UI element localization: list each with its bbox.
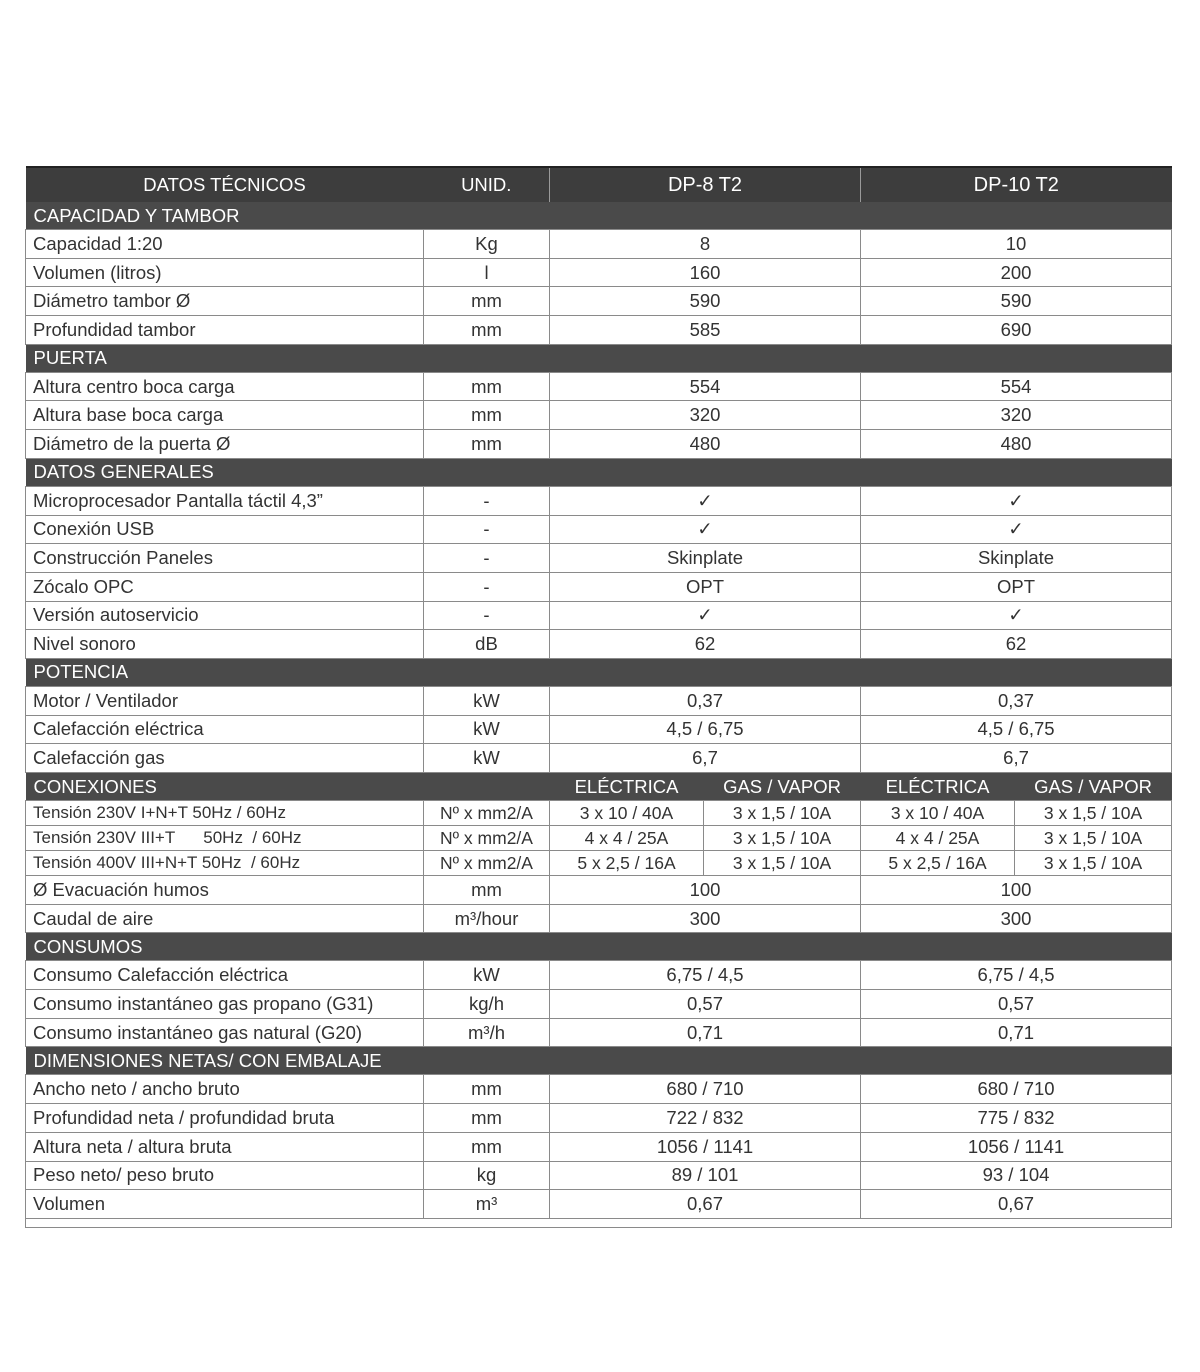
section-row (26, 933, 1172, 961)
row-value-a: 0,57 (550, 990, 861, 1019)
section-row (26, 1047, 1172, 1075)
row-value-a: 6,75 / 4,5 (550, 961, 861, 990)
row-label: Volumen (litros) (26, 258, 424, 287)
row-unit: mm (424, 287, 550, 316)
row-label: Ancho neto / ancho bruto (26, 1075, 424, 1104)
row-value-b: OPT (861, 572, 1172, 601)
section-generales: DATOS GENERALES (26, 458, 1172, 486)
table-row (26, 486, 1172, 515)
row-value-a: 8 (550, 230, 861, 259)
check-icon: ✓ (861, 601, 1172, 630)
row-value-b: 200 (861, 258, 1172, 287)
row-value-b: 554 (861, 372, 1172, 401)
table-row (26, 430, 1172, 459)
row-label: Diámetro de la puerta Ø (26, 430, 424, 459)
table-row (26, 544, 1172, 573)
table-row (26, 904, 1172, 933)
row-unit: kg (424, 1161, 550, 1190)
row-value-a: 62 (550, 630, 861, 659)
row-label: Altura centro boca carga (26, 372, 424, 401)
table-row (26, 990, 1172, 1019)
row-unit: Nº x mm2/A (424, 826, 550, 851)
row-value-b: 775 / 832 (861, 1104, 1172, 1133)
table-row (26, 1104, 1172, 1133)
row-label: Motor / Ventilador (26, 686, 424, 715)
row-value-b: 6,7 (861, 744, 1172, 773)
row-value-a: Skinplate (550, 544, 861, 573)
row-label: Calefacción eléctrica (26, 715, 424, 744)
row-label: Profundidad tambor (26, 316, 424, 345)
row-value-a: 4,5 / 6,75 (550, 715, 861, 744)
row-value-b: 100 (861, 876, 1172, 905)
row-value-a: 0,71 (550, 1018, 861, 1047)
row-unit: m³/hour (424, 904, 550, 933)
row-label: Microprocesador Pantalla táctil 4,3” (26, 486, 424, 515)
row-value-b: 0,57 (861, 990, 1172, 1019)
row-value-b: 0,71 (861, 1018, 1172, 1047)
table-row (26, 258, 1172, 287)
row-label: Conexión USB (26, 515, 424, 544)
table-footer-cell (26, 1218, 1172, 1227)
row-unit: mm (424, 372, 550, 401)
check-icon: ✓ (861, 486, 1172, 515)
row-value-a: 1056 / 1141 (550, 1132, 861, 1161)
table-row (26, 1161, 1172, 1190)
row-value-b: 62 (861, 630, 1172, 659)
row-label: Profundidad neta / profundidad bruta (26, 1104, 424, 1133)
row-value: 5 x 2,5 / 16A (861, 851, 1015, 876)
check-icon: ✓ (550, 515, 861, 544)
row-value-b: Skinplate (861, 544, 1172, 573)
row-label: Volumen (26, 1190, 424, 1219)
section-row (26, 202, 1172, 230)
row-unit: kW (424, 961, 550, 990)
row-label: Consumo instantáneo gas propano (G31) (26, 990, 424, 1019)
check-icon: ✓ (861, 515, 1172, 544)
row-label: Altura neta / altura bruta (26, 1132, 424, 1161)
row-label: Diámetro tambor Ø (26, 287, 424, 316)
section-row (26, 773, 1172, 801)
row-value: 4 x 4 / 25A (550, 826, 704, 851)
row-value-a: 480 (550, 430, 861, 459)
header-model-a: DP-8 T2 (550, 167, 861, 202)
row-value-b: 4,5 / 6,75 (861, 715, 1172, 744)
row-value-b: 320 (861, 401, 1172, 430)
row-value-b: 1056 / 1141 (861, 1132, 1172, 1161)
row-label: Altura base boca carga (26, 401, 424, 430)
table-row (26, 287, 1172, 316)
row-unit: mm (424, 401, 550, 430)
row-label: Versión autoservicio (26, 601, 424, 630)
header-model-b: DP-10 T2 (861, 167, 1172, 202)
row-unit: - (424, 601, 550, 630)
row-unit: kg/h (424, 990, 550, 1019)
subheader-electrica-a: ELÉCTRICA (550, 773, 704, 801)
section-dimensiones: DIMENSIONES NETAS/ CON EMBALAJE (26, 1047, 1172, 1075)
row-value-a: 300 (550, 904, 861, 933)
row-label: Tensión 400V III+N+T 50Hz / 60Hz (26, 851, 424, 876)
header-label: DATOS TÉCNICOS (26, 167, 424, 202)
row-label: Construcción Paneles (26, 544, 424, 573)
row-value: 3 x 1,5 / 10A (704, 826, 861, 851)
table-row (26, 801, 1172, 826)
row-value-a: 590 (550, 287, 861, 316)
row-value-a: 0,37 (550, 686, 861, 715)
table-row (26, 316, 1172, 345)
table-row (26, 230, 1172, 259)
section-puerta: PUERTA (26, 344, 1172, 372)
row-unit: Nº x mm2/A (424, 851, 550, 876)
row-unit: mm (424, 1132, 550, 1161)
row-unit: l (424, 258, 550, 287)
row-value-a: 585 (550, 316, 861, 345)
row-unit: mm (424, 430, 550, 459)
row-value-b: 6,75 / 4,5 (861, 961, 1172, 990)
table-row (26, 876, 1172, 905)
row-value-b: 680 / 710 (861, 1075, 1172, 1104)
row-label: Consumo instantáneo gas natural (G20) (26, 1018, 424, 1047)
row-label: Calefacción gas (26, 744, 424, 773)
header-unit: UNID. (424, 167, 550, 202)
section-conexiones: CONEXIONES (26, 773, 550, 801)
row-label: Consumo Calefacción eléctrica (26, 961, 424, 990)
row-value-a: 0,67 (550, 1190, 861, 1219)
row-unit: mm (424, 1104, 550, 1133)
row-unit: kW (424, 715, 550, 744)
row-value-b: 300 (861, 904, 1172, 933)
table-row (26, 686, 1172, 715)
row-unit: - (424, 486, 550, 515)
row-value-a: 6,7 (550, 744, 861, 773)
row-value-a: 160 (550, 258, 861, 287)
table-row (26, 630, 1172, 659)
table-row (26, 1018, 1172, 1047)
table-footer (26, 1218, 1172, 1227)
row-unit: - (424, 544, 550, 573)
row-unit: dB (424, 630, 550, 659)
row-value-b: 10 (861, 230, 1172, 259)
row-label: Zócalo OPC (26, 572, 424, 601)
table-row (26, 851, 1172, 876)
row-label: Ø Evacuación humos (26, 876, 424, 905)
row-value: 3 x 1,5 / 10A (1015, 801, 1172, 826)
row-unit: kW (424, 744, 550, 773)
spec-table-container (25, 166, 1171, 1228)
row-value-a: 89 / 101 (550, 1161, 861, 1190)
table-row (26, 572, 1172, 601)
row-label: Tensión 230V I+N+T 50Hz / 60Hz (26, 801, 424, 826)
subheader-gas-b: GAS / VAPOR (1015, 773, 1172, 801)
row-label: Nivel sonoro (26, 630, 424, 659)
spec-table (25, 166, 1172, 1228)
row-label: Tensión 230V III+T 50Hz / 60Hz (26, 826, 424, 851)
row-value: 4 x 4 / 25A (861, 826, 1015, 851)
row-unit: m³ (424, 1190, 550, 1219)
row-value-a: OPT (550, 572, 861, 601)
row-unit: m³/h (424, 1018, 550, 1047)
row-unit: mm (424, 316, 550, 345)
row-value-a: 680 / 710 (550, 1075, 861, 1104)
row-unit: mm (424, 1075, 550, 1104)
row-value-a: 554 (550, 372, 861, 401)
check-icon: ✓ (550, 486, 861, 515)
row-value: 3 x 1,5 / 10A (704, 851, 861, 876)
row-value-b: 0,67 (861, 1190, 1172, 1219)
row-unit: Kg (424, 230, 550, 259)
row-value-b: 93 / 104 (861, 1161, 1172, 1190)
row-unit: - (424, 515, 550, 544)
section-row (26, 658, 1172, 686)
section-capacidad: CAPACIDAD Y TAMBOR (26, 202, 1172, 230)
row-label: Peso neto/ peso bruto (26, 1161, 424, 1190)
row-unit: - (424, 572, 550, 601)
table-row (26, 826, 1172, 851)
row-value-a: 722 / 832 (550, 1104, 861, 1133)
table-row (26, 715, 1172, 744)
section-row (26, 344, 1172, 372)
row-unit: kW (424, 686, 550, 715)
row-value-b: 690 (861, 316, 1172, 345)
table-row (26, 1132, 1172, 1161)
row-value: 5 x 2,5 / 16A (550, 851, 704, 876)
section-row (26, 458, 1172, 486)
row-value: 3 x 1,5 / 10A (1015, 826, 1172, 851)
row-value: 3 x 10 / 40A (550, 801, 704, 826)
subheader-gas-a: GAS / VAPOR (704, 773, 861, 801)
row-value-b: 480 (861, 430, 1172, 459)
row-value: 3 x 1,5 / 10A (704, 801, 861, 826)
row-value-a: 100 (550, 876, 861, 905)
row-value: 3 x 10 / 40A (861, 801, 1015, 826)
table-row (26, 401, 1172, 430)
table-row (26, 601, 1172, 630)
table-row (26, 372, 1172, 401)
row-label: Caudal de aire (26, 904, 424, 933)
table-row (26, 515, 1172, 544)
table-row (26, 1075, 1172, 1104)
row-value-b: 590 (861, 287, 1172, 316)
table-row (26, 1190, 1172, 1219)
table-header (26, 167, 1172, 202)
section-potencia: POTENCIA (26, 658, 1172, 686)
row-unit: Nº x mm2/A (424, 801, 550, 826)
subheader-electrica-b: ELÉCTRICA (861, 773, 1015, 801)
section-consumos: CONSUMOS (26, 933, 1172, 961)
row-value-b: 0,37 (861, 686, 1172, 715)
row-value: 3 x 1,5 / 10A (1015, 851, 1172, 876)
table-row (26, 961, 1172, 990)
check-icon: ✓ (550, 601, 861, 630)
row-label: Capacidad 1:20 (26, 230, 424, 259)
row-value-a: 320 (550, 401, 861, 430)
table-row (26, 744, 1172, 773)
row-unit: mm (424, 876, 550, 905)
